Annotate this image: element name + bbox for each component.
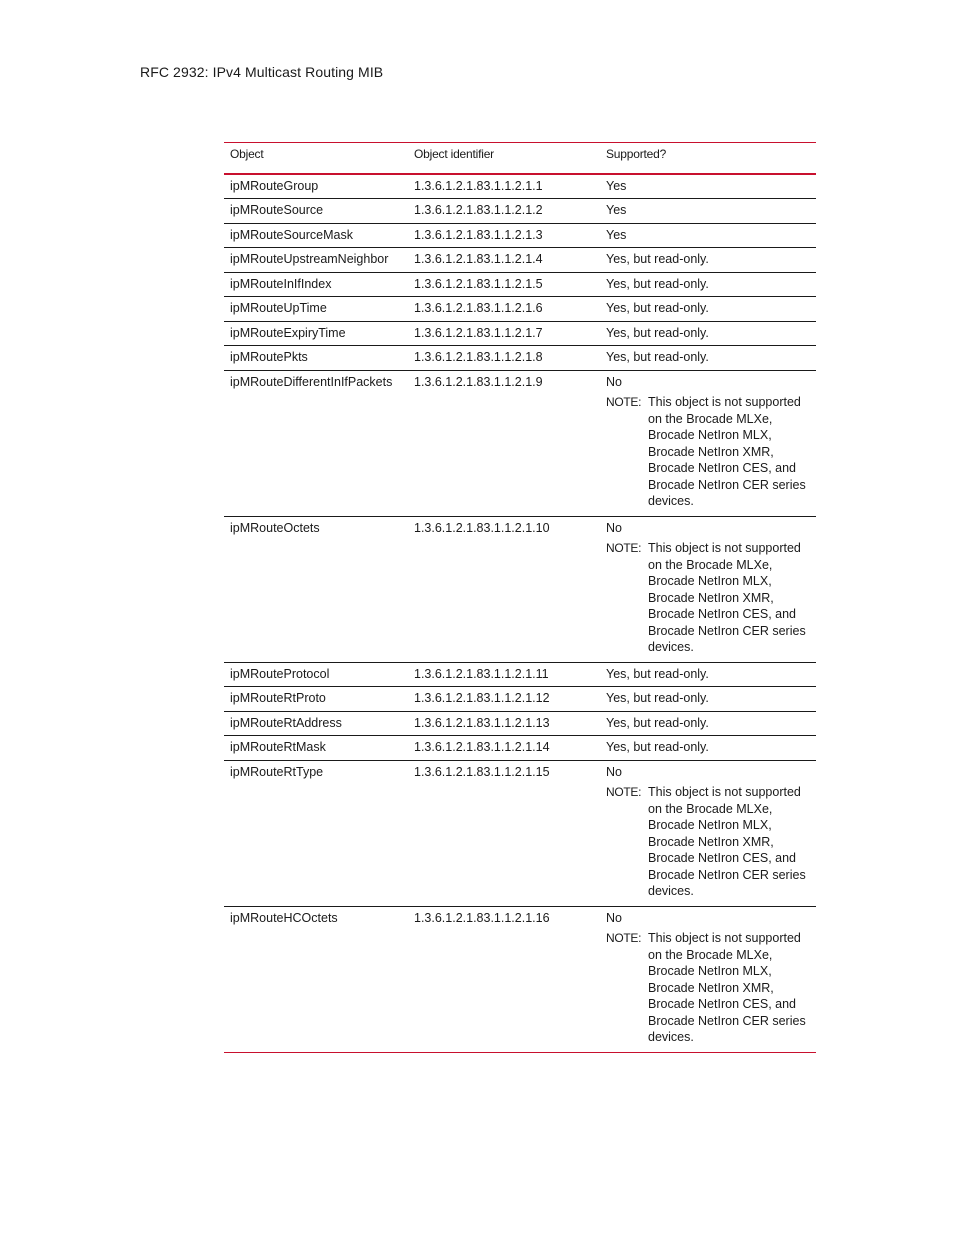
table-row	[224, 297, 816, 322]
object-identifier-cell: 1.3.6.1.2.1.83.1.1.2.1.12	[414, 691, 550, 705]
table-row	[224, 223, 816, 248]
supported-value: Yes, but read-only.	[606, 350, 709, 364]
supported-value: Yes	[606, 203, 627, 217]
object-name-cell: ipMRouteRtAddress	[230, 715, 342, 730]
column-header-object-identifier: Object identifier	[414, 147, 494, 161]
object-identifier-cell: 1.3.6.1.2.1.83.1.1.2.1.5	[414, 276, 543, 291]
supported-cell	[600, 736, 816, 761]
table-row	[224, 199, 816, 224]
table-row	[224, 370, 816, 516]
supported-value: No	[606, 910, 622, 925]
note-text: This object is not supported on the Brocade MLXe, Brocade NetIron MLX, Brocade NetIron XMR, Brocade NetIron CES, and Brocade NetIron CER series devices.	[648, 541, 806, 654]
supported-cell	[600, 199, 816, 224]
supported-value: No	[606, 520, 622, 535]
support-note	[606, 930, 810, 1048]
supported-value: Yes, but read-only.	[606, 666, 709, 681]
object-name-cell: ipMRouteHCOctets	[230, 910, 338, 925]
object-name-cell: ipMRouteSourceMask	[230, 227, 353, 242]
column-header-object: Object	[230, 147, 264, 161]
object-name-cell: ipMRouteInIfIndex	[230, 276, 332, 291]
mib-object-table	[224, 142, 816, 1053]
object-name-cell: ipMRouteDifferentInIfPackets	[230, 374, 393, 389]
object-identifier-cell: 1.3.6.1.2.1.83.1.1.2.1.1	[414, 178, 543, 193]
supported-cell	[600, 760, 816, 906]
object-identifier-cell: 1.3.6.1.2.1.83.1.1.2.1.15	[414, 764, 550, 779]
table-row	[224, 346, 816, 371]
supported-cell	[600, 662, 816, 687]
supported-value: Yes	[606, 227, 627, 242]
note-text: This object is not supported on the Brocade MLXe, Brocade NetIron MLX, Brocade NetIron XMR, Brocade NetIron CES, and Brocade NetIron CER series devices.	[648, 785, 806, 898]
table-row	[224, 174, 816, 199]
supported-value: Yes, but read-only.	[606, 715, 709, 730]
note-label: NOTE:	[606, 395, 642, 409]
object-identifier-cell: 1.3.6.1.2.1.83.1.1.2.1.14	[414, 740, 550, 754]
table-row	[224, 760, 816, 906]
object-identifier-cell: 1.3.6.1.2.1.83.1.1.2.1.9	[414, 374, 543, 389]
object-name-cell: ipMRouteOctets	[230, 520, 320, 535]
object-name-cell: ipMRouteRtMask	[230, 740, 326, 754]
object-name-cell: ipMRoutePkts	[230, 350, 308, 364]
support-note	[606, 540, 810, 658]
object-name-cell: ipMRouteRtProto	[230, 691, 326, 705]
table-header-row	[224, 143, 816, 174]
note-text: This object is not supported on the Brocade MLXe, Brocade NetIron MLX, Brocade NetIron XMR, Brocade NetIron CES, and Brocade NetIron CER series devices.	[648, 395, 806, 508]
supported-value: Yes, but read-only.	[606, 740, 709, 754]
supported-cell	[600, 516, 816, 662]
object-name-cell: ipMRouteGroup	[230, 178, 319, 193]
supported-cell	[600, 297, 816, 322]
table-row	[224, 248, 816, 273]
supported-cell	[600, 223, 816, 248]
table-row	[224, 906, 816, 1052]
table-row	[224, 711, 816, 736]
object-name-cell: ipMRouteExpiryTime	[230, 325, 346, 340]
object-identifier-cell: 1.3.6.1.2.1.83.1.1.2.1.6	[414, 301, 543, 315]
page-header-title: RFC 2932: IPv4 Multicast Routing MIB	[140, 64, 384, 80]
supported-cell	[600, 174, 816, 199]
object-name-cell: ipMRouteSource	[230, 203, 324, 217]
supported-cell	[600, 346, 816, 371]
supported-value: Yes	[606, 178, 627, 193]
supported-value: Yes, but read-only.	[606, 301, 709, 315]
object-identifier-cell: 1.3.6.1.2.1.83.1.1.2.1.4	[414, 252, 543, 266]
supported-value: No	[606, 374, 622, 389]
note-label: NOTE:	[606, 541, 642, 555]
table-row	[224, 321, 816, 346]
support-note	[606, 394, 810, 512]
table-row	[224, 736, 816, 761]
object-identifier-cell: 1.3.6.1.2.1.83.1.1.2.1.11	[414, 666, 549, 681]
object-identifier-cell: 1.3.6.1.2.1.83.1.1.2.1.16	[414, 910, 550, 925]
table-row	[224, 687, 816, 712]
object-identifier-cell: 1.3.6.1.2.1.83.1.1.2.1.13	[414, 715, 550, 730]
object-identifier-cell: 1.3.6.1.2.1.83.1.1.2.1.10	[414, 520, 550, 535]
supported-value: Yes, but read-only.	[606, 252, 709, 266]
column-header-supported: Supported?	[606, 147, 667, 161]
object-identifier-cell: 1.3.6.1.2.1.83.1.1.2.1.8	[414, 350, 543, 364]
support-note	[606, 784, 810, 902]
note-label: NOTE:	[606, 785, 642, 799]
table-row	[224, 662, 816, 687]
object-name-cell: ipMRouteProtocol	[230, 666, 330, 681]
supported-cell	[600, 370, 816, 516]
table-body	[224, 174, 816, 1053]
object-identifier-cell: 1.3.6.1.2.1.83.1.1.2.1.2	[414, 203, 543, 217]
object-name-cell: ipMRouteUpTime	[230, 301, 327, 315]
supported-value: Yes, but read-only.	[606, 276, 709, 291]
object-name-cell: ipMRouteRtType	[230, 764, 324, 779]
supported-cell	[600, 248, 816, 273]
table-row	[224, 516, 816, 662]
note-label: NOTE:	[606, 931, 642, 945]
supported-cell	[600, 906, 816, 1052]
supported-value: Yes, but read-only.	[606, 325, 709, 340]
supported-cell	[600, 711, 816, 736]
supported-cell	[600, 272, 816, 297]
table-row	[224, 272, 816, 297]
object-name-cell: ipMRouteUpstreamNeighbor	[230, 252, 389, 266]
note-text: This object is not supported on the Brocade MLXe, Brocade NetIron MLX, Brocade NetIron XMR, Brocade NetIron CES, and Brocade NetIron CER series devices.	[648, 931, 806, 1044]
object-identifier-cell: 1.3.6.1.2.1.83.1.1.2.1.3	[414, 227, 543, 242]
supported-value: No	[606, 764, 622, 779]
object-identifier-cell: 1.3.6.1.2.1.83.1.1.2.1.7	[414, 325, 543, 340]
supported-cell	[600, 321, 816, 346]
supported-cell	[600, 687, 816, 712]
supported-value: Yes, but read-only.	[606, 691, 709, 705]
